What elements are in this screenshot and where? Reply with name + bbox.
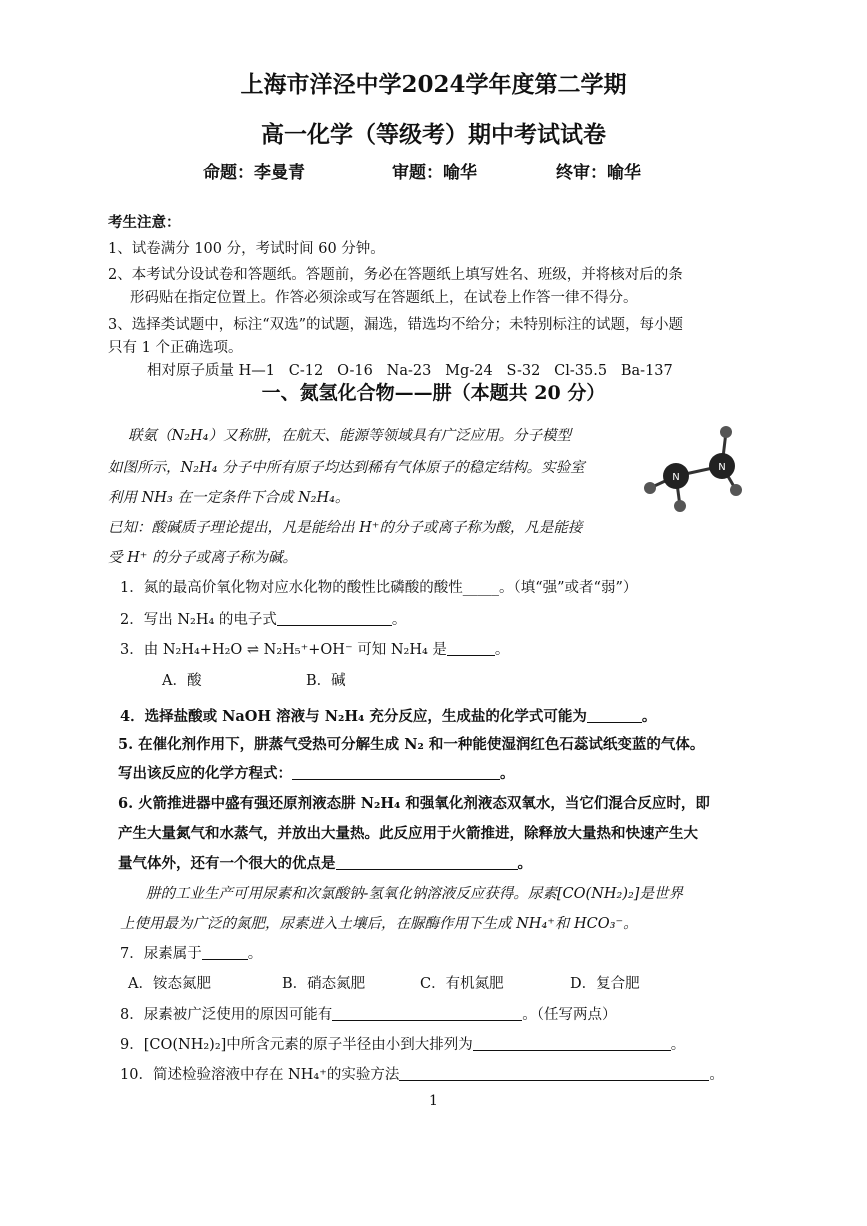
question-7: 7．尿素属于 。 bbox=[120, 946, 263, 962]
q7-option-b: B．硝态氮肥 bbox=[282, 976, 366, 992]
question-9-text: 9．[CO(NH₂)₂]中所含元素的原子半径由小到大排列为 bbox=[120, 1037, 473, 1053]
answer-blank[interactable] bbox=[587, 708, 642, 723]
question-8-tail: 。（任写两点） bbox=[522, 1007, 617, 1023]
question-2: 2．写出 N₂H₄ 的电子式 。 bbox=[120, 612, 407, 628]
question-10: 10．简述检验溶液中存在 NH₄⁺的实验方法 。 bbox=[120, 1067, 724, 1083]
q3-option-a: A．酸 bbox=[162, 673, 202, 689]
answer-blank[interactable] bbox=[399, 1066, 709, 1081]
q7-option-c: C．有机氮肥 bbox=[420, 976, 504, 992]
question-5b: 写出该反应的化学方程式： 。 bbox=[118, 765, 515, 782]
hydrogen-atom bbox=[644, 482, 656, 494]
question-10-text: 10．简述检验溶液中存在 NH₄⁺的实验方法 bbox=[120, 1067, 400, 1083]
notice-item-3a: 3、选择类试题中，标注“双选”的试题，漏选，错选均不给分；未特别标注的试题，每小题 bbox=[108, 317, 684, 333]
question-7-text: 7．尿素属于 bbox=[120, 946, 202, 962]
intro-line-3: 利用 NH₃ 在一定条件下合成 N₂H₄。 bbox=[108, 490, 350, 506]
question-6c: 量气体外，还有一个很大的优点是 。 bbox=[118, 855, 532, 872]
page-number: 1 bbox=[429, 1093, 438, 1109]
exam-subject-title: 高一化学（等级考）期中考试试卷 bbox=[261, 121, 606, 148]
answer-blank[interactable] bbox=[202, 945, 248, 960]
question-6a: 6. 火箭推进器中盛有强还原剂液态肼 N₂H₄ 和强氧化剂液态双氧水，当它们混合反应时，即 bbox=[118, 795, 710, 812]
hydrogen-atom bbox=[720, 426, 732, 438]
question-5-text: 写出该反应的化学方程式： bbox=[118, 765, 292, 782]
question-4-text: 4．选择盐酸或 NaOH 溶液与 N₂H₄ 充分反应，生成盐的化学式可能为 bbox=[120, 708, 587, 725]
intro-line-1: 联氨（N₂H₄）又称肼，在航天、能源等领域具有广泛应用。分子模型 bbox=[128, 428, 571, 444]
passage-2-line-1: 肼的工业生产可用尿素和次氯酸钠-氢氧化钠溶液反应获得。尿素[CO(NH₂)₂]是世界 bbox=[146, 886, 683, 902]
nitrogen-label: N bbox=[672, 472, 680, 483]
intro-line-4: 已知：酸碱质子理论提出，凡是能给出 H⁺的分子或离子称为酸，凡是能接 bbox=[108, 520, 583, 536]
answer-blank[interactable] bbox=[292, 765, 500, 780]
question-6b: 产生大量氮气和水蒸气，并放出大量热。此反应用于火箭推进，除释放大量热和快速产生大 bbox=[118, 825, 698, 842]
question-1: 1．氮的最高价氧化物对应水化物的酸性比磷酸的酸性_____。（填“强”或者“弱”） bbox=[120, 580, 638, 596]
exam-school-title: 上海市洋泾中学2024学年度第二学期 bbox=[240, 71, 627, 98]
nitrogen-label: N bbox=[718, 462, 726, 473]
q7-option-d: D．复合肥 bbox=[570, 976, 640, 992]
notice-item-2b: 形码贴在指定位置上。作答必须涂或写在答题纸上，在试卷上作答一律不得分。 bbox=[130, 290, 638, 306]
notice-item-2a: 2、本考试分设试卷和答题纸。答题前，务必在答题纸上填写姓名、班级，并将核对后的条 bbox=[108, 267, 683, 283]
q3-option-b: B．碱 bbox=[306, 673, 346, 689]
notice-item-1: 1、试卷满分 100 分，考试时间 60 分钟。 bbox=[108, 241, 385, 257]
intro-line-5: 受 H⁺ 的分子或离子称为碱。 bbox=[108, 550, 298, 566]
question-3: 3．由 N₂H₄+H₂O ⇌ N₂H₅⁺+OH⁻ 可知 N₂H₄ 是 。 bbox=[120, 642, 510, 658]
answer-blank[interactable] bbox=[473, 1036, 671, 1051]
hydrazine-molecule-model bbox=[636, 418, 746, 518]
answer-blank[interactable] bbox=[277, 611, 392, 626]
question-5a: 5. 在催化剂作用下，肼蒸气受热可分解生成 N₂ 和一种能使湿润红色石蕊试纸变蓝的气体。 bbox=[118, 736, 705, 753]
question-4: 4．选择盐酸或 NaOH 溶液与 N₂H₄ 充分反应，生成盐的化学式可能为 。 bbox=[120, 708, 657, 725]
passage-2-line-2: 上使用最为广泛的氮肥，尿素进入土壤后，在脲酶作用下生成 NH₄⁺和 HCO₃⁻。 bbox=[120, 916, 638, 932]
question-2-text: 2．写出 N₂H₄ 的电子式 bbox=[120, 612, 277, 628]
intro-line-2: 如图所示，N₂H₄ 分子中所有原子均达到稀有气体原子的稳定结构。实验室 bbox=[108, 460, 585, 476]
final-reviewer-label: 终审：喻华 bbox=[556, 163, 641, 183]
question-9: 9．[CO(NH₂)₂]中所含元素的原子半径由小到大排列为 。 bbox=[120, 1037, 686, 1053]
answer-blank[interactable] bbox=[332, 1006, 522, 1021]
hydrogen-atom bbox=[730, 484, 742, 496]
atomic-masses: 相对原子质量 H—1 C-12 O-16 Na-23 Mg-24 S-32 Cl-35.5 Ba-137 bbox=[147, 363, 673, 379]
question-8-text: 8．尿素被广泛使用的原因可能有 bbox=[120, 1007, 333, 1023]
author-label: 命题：李曼青 bbox=[203, 163, 305, 183]
question-8 bbox=[120, 1003, 616, 1024]
question-6-text: 量气体外，还有一个很大的优点是 bbox=[118, 855, 336, 872]
notice-item-3b: 只有 1 个正确选项。 bbox=[108, 340, 243, 356]
answer-blank[interactable] bbox=[447, 641, 495, 656]
answer-blank[interactable] bbox=[336, 855, 518, 870]
hydrogen-atom bbox=[674, 500, 686, 512]
notice-heading: 考生注意： bbox=[108, 214, 181, 231]
section-heading: 一、氮氢化合物——肼（本题共 20 分） bbox=[261, 382, 606, 404]
question-3-text: 3．由 N₂H₄+H₂O ⇌ N₂H₅⁺+OH⁻ 可知 N₂H₄ 是 bbox=[120, 642, 447, 658]
reviewer-label: 审题：喻华 bbox=[392, 163, 477, 183]
q7-option-a: A．铵态氮肥 bbox=[128, 976, 211, 992]
